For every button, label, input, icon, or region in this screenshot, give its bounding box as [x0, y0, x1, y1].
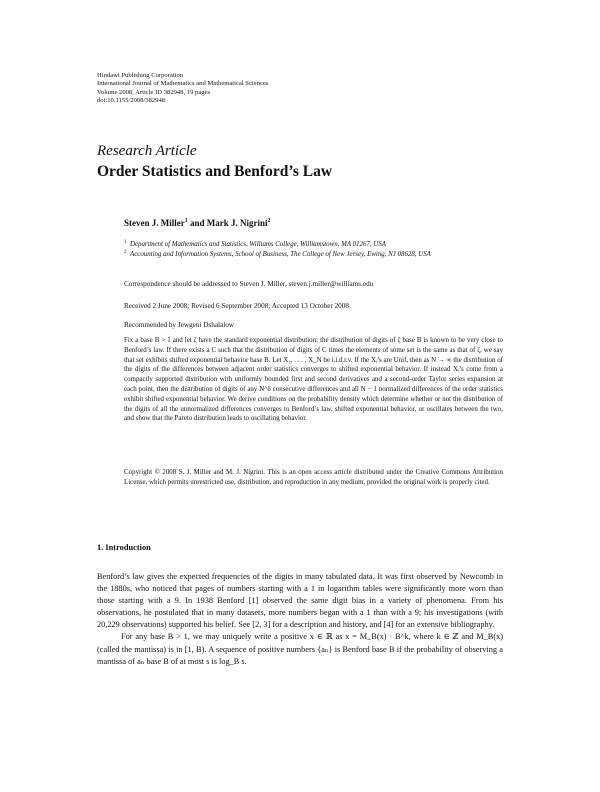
affiliation-marker: 2 [267, 218, 271, 224]
affiliation-text: Department of Mathematics and Statistics, Williams College, Williamstown, MA 01267, USA [130, 241, 386, 248]
affiliation-marker: 2 [124, 249, 127, 255]
paragraph: Benford’s law gives the expected frequencies of the digits in many tabulated data. It was first observed by Newcomb in the 1880s, who noticed that pages of numbers starting with a 1 in logarithm tables were significantly more worn than those starting with a 9. In 1938 Benford [1] observed the same digit bias in a variety of phenomena. From his observations, he postulated that in many datasets, more numbers began with a 1 than with a 9; his investigations (with 20,229 observations) supported his belief. See [2, 3] for a description and history, and [4] for an extensive bibliography. [97, 572, 503, 630]
volume-info: Volume 2008, Article ID 382948, 19 pages [97, 88, 211, 96]
author-list [124, 218, 271, 228]
journal-name: International Journal of Mathematics and Mathematical Sciences [97, 80, 269, 88]
correspondence: Correspondence should be addressed to Steven J. Miller, steven.j.miller@williams.edu [124, 280, 374, 288]
publisher: Hindawi Publishing Corporation [97, 72, 184, 79]
journal-header [97, 72, 268, 106]
author-conjunction: and [187, 218, 207, 228]
affiliation-text: Accounting and Information Systems, School of Business, The College of New Jersey, Ewing, NJ 08628, USA [130, 250, 431, 258]
section-body [97, 571, 503, 668]
received-dates: Received 2 June 2008; Revised 6 September 2008; Accepted 13 October 2008 [124, 302, 349, 310]
author-name: Mark J. Nigrini [206, 218, 268, 228]
paper-title: Order Statistics and Benford’s Law [97, 163, 333, 180]
affiliation-marker: 1 [184, 218, 188, 224]
affiliation [124, 250, 504, 260]
article-type: Research Article [97, 143, 197, 159]
abstract: Fix a base B > 1 and let ζ have the standard exponential distribution; the distribution of digits of ζ base B is known to be very close to Benford’s law. If there exists a C such that the distribution of digits of C times the elements of some set is the same as that of ζ, we say that set exhibits shifted exponential behavior base B. Let X₁, . . . , X_N be i.i.d.r.v. If the Xᵢ’s are Unif, then as N → ∞ the distribution of the digits of the differences between adjacent order statistics converges to shifted exponential behavior. If instead Xᵢ’s come from a compactly supported distribution with uniformly bounded first and second derivatives and a second-order Taylor series expansion at each point, then the distribution of digits of any N^δ consecutive differences and all N − 1 normalized differences of the order statistics exhibit shifted exponential behavior. We derive conditions on the probability density which determine whether or not the distribution of the digits of all the unnormalized differences converges to Benford’s law, shifted exponential behavior, or oscillates between the two, and show that the Pareto distribution leads to oscillating behavior. [124, 336, 503, 423]
affiliations [124, 240, 504, 259]
recommended-by: Recommended by Jewgeni Dshalalow [124, 321, 234, 329]
affiliation-marker: 1 [124, 240, 127, 245]
section-heading: 1. Introduction [97, 543, 151, 552]
doi[interactable]: doi:10.1155/2008/382948 [97, 97, 166, 105]
affiliation [124, 240, 504, 250]
author-name: Steven J. Miller [124, 218, 185, 228]
paragraph: For any base B > 1, we may uniquely write a positive x ∈ ℝ as x = M_B(x) · B^k, where k ∈ ℤ and M_B(x) (called the mantissa) is in [1, B). A sequence of positive numbers {aₙ} is Benford base B if the probability of observing a mantissa of aₙ base B of at most s is log_B s. [97, 632, 503, 666]
copyright-notice: Copyright © 2008 S. J. Miller and M. J. Nigrini. This is an open access article distributed under the Creative Commons Attribution License, which permits unrestricted use, distribution, and reproduction in any medium, provided the original work is properly cited. [124, 468, 503, 486]
